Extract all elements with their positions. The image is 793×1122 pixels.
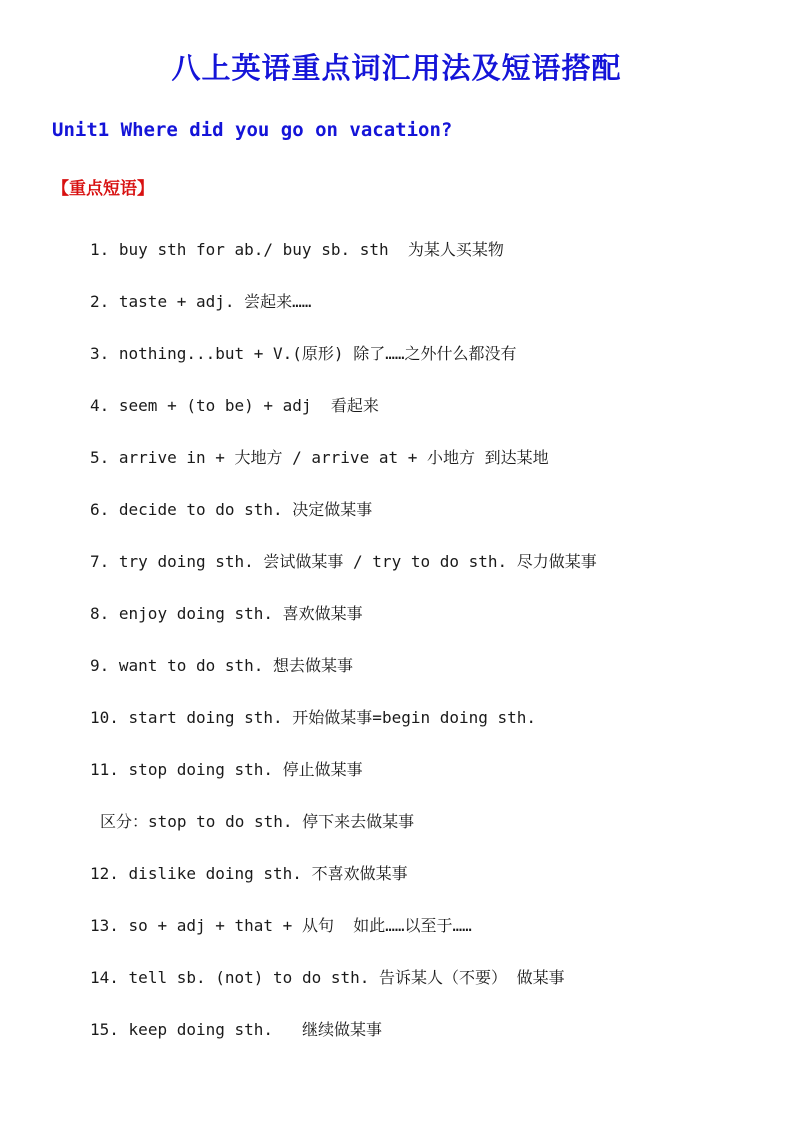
phrase-text: taste + adj. 尝起来…… — [118, 292, 312, 311]
phrase-number: 1. — [90, 240, 110, 259]
phrase-text: enjoy doing sth. 喜欢做某事 — [118, 604, 363, 623]
phrase-number: 12. — [90, 864, 119, 883]
phrase-item — [90, 236, 597, 288]
phrase-number: 6. — [90, 500, 110, 519]
phrase-item — [90, 392, 597, 444]
phrase-text: stop doing sth. 停止做某事 — [128, 760, 363, 779]
phrase-item — [90, 600, 597, 652]
phrase-text: tell sb. (not) to do sth. 告诉某人（不要） 做某事 — [128, 968, 565, 987]
phrase-item — [90, 912, 597, 964]
phrase-item — [90, 548, 597, 600]
phrase-item — [90, 444, 597, 496]
phrase-number: 9. — [90, 656, 110, 675]
phrase-number: 14. — [90, 968, 119, 987]
phrase-item — [90, 652, 597, 704]
document-title: 八上英语重点词汇用法及短语搭配 — [171, 51, 622, 85]
phrase-item — [90, 860, 597, 912]
phrase-text: try doing sth. 尝试做某事 / try to do sth. 尽力做某事 — [118, 552, 597, 571]
phrase-text: so + adj + that + 从句 如此……以至于…… — [128, 916, 472, 935]
phrase-number: 10. — [90, 708, 119, 727]
phrase-text: want to do sth. 想去做某事 — [118, 656, 354, 675]
phrase-number: 3. — [90, 344, 110, 363]
section-heading-key-phrases: 【重点短语】 — [52, 179, 154, 199]
phrase-item — [90, 1016, 597, 1068]
phrase-text: arrive in + 大地方 / arrive at + 小地方 到达某地 — [118, 448, 549, 467]
phrase-number: 8. — [90, 604, 110, 623]
phrase-item — [90, 288, 597, 340]
phrase-item — [90, 496, 597, 548]
key-phrase-list — [90, 236, 597, 1068]
phrase-text: nothing...but + V.(原形) 除了……之外什么都没有 — [118, 344, 517, 363]
phrase-note — [90, 808, 597, 860]
phrase-text: dislike doing sth. 不喜欢做某事 — [128, 864, 408, 883]
phrase-text: keep doing sth. 继续做某事 — [128, 1020, 382, 1039]
phrase-item — [90, 756, 597, 808]
phrase-item — [90, 704, 597, 756]
phrase-number: 2. — [90, 292, 110, 311]
phrase-number: 4. — [90, 396, 110, 415]
unit-heading: Unit1 Where did you go on vacation? — [52, 119, 453, 141]
phrase-number: 13. — [90, 916, 119, 935]
phrase-text: buy sth for ab./ buy sb. sth 为某人买某物 — [118, 240, 504, 259]
phrase-text: decide to do sth. 决定做某事 — [118, 500, 373, 519]
phrase-number: 15. — [90, 1020, 119, 1039]
phrase-number: 7. — [90, 552, 110, 571]
phrase-text: seem + (to be) + adj 看起来 — [118, 396, 379, 415]
phrase-item — [90, 340, 597, 392]
phrase-note-text: 区分：stop to do sth. 停下来去做某事 — [100, 812, 415, 831]
phrase-text: start doing sth. 开始做某事=begin doing sth. — [128, 708, 537, 727]
phrase-number: 11. — [90, 760, 119, 779]
phrase-item — [90, 964, 597, 1016]
phrase-number: 5. — [90, 448, 110, 467]
